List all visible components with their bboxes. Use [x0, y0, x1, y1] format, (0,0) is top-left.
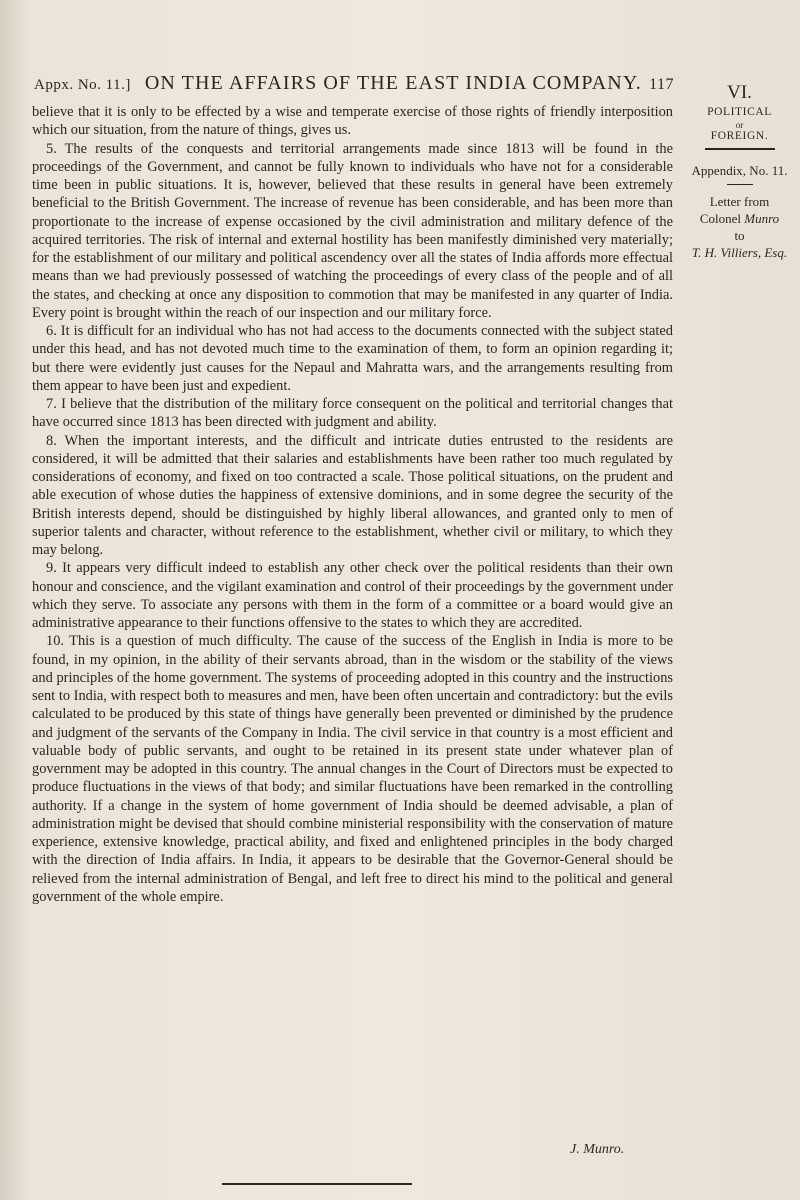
appendix-reference: Appx. No. 11.] [34, 77, 131, 93]
section-label-political: POLITICAL [707, 105, 772, 118]
paragraph-7: 7. I believe that the distribution of the military force consequent on the political and territorial changes that have occurred since 1813 has been directed with judgment and ability. [32, 396, 673, 431]
margin-sidenote [679, 82, 800, 261]
page-number: 117 [649, 76, 674, 93]
section-label-or: or [735, 119, 744, 130]
letter-author [679, 210, 800, 227]
paragraph-8: 8. When the important interests, and the difficult and intricate duties entrusted to the residents are considered, it will be admitted that their salaries and establishments have been rather too much regulated by considerations of economy, and fixed on too contracted a scale. Those political situations, on the prudent and able execution of whose duties the happiness of extensive dominions, and in some degree the security of the British interests depend, should be distinguished by highly liberal allowances, and granted only to men of superior talents and character, without reference to the establishment, whether civil or military, to which they may belong. [32, 432, 673, 558]
paragraph-9: 9. It appears very difficult indeed to establish any other check over the political residents than their own honour and conscience, and the vigilant examination and control of their proceedings by the government under which they serve. To associate any persons with them in the form of a committee or a board would give an administrative appearance to their functions offensive to the states to which they are accredited. [32, 560, 673, 631]
body-text [32, 103, 673, 906]
section-label-foreign: FOREIGN. [710, 130, 769, 143]
section-number: VI. [727, 82, 752, 103]
paragraph-6: 6. It is difficult for an individual who has not had access to the documents connected with the subject stated under this head, and has not devoted much time to the examination of them, to form an opinion regarding it; but there were evidently just causes for the Nepaul and Mahratta wars, and the arrangements resulting from them appear to have been just and expedient. [32, 323, 673, 394]
running-header [34, 72, 674, 95]
closing-rule [222, 1183, 412, 1185]
paragraph-5: 5. The results of the conquests and territorial arrangements made since 1813 will be found in the proceedings of the Government, and cannot be fully known to individuals who have not for a considerable time been in public situations. It is, however, believed that these results in general have been extremely beneficial to the British Government. The increase of revenue has been considerable, and has been more than proportionate to the increase of expense occasioned by the civil administration and military defence of the acquired territories. The risk of internal and external hostility has been manifestly diminished very materially; for the establishment of our military and political ascendency over all the states of India affords more effectual means than we had previously possessed of watching the proceedings of every class of the people and of all the states, and checking at once any disposition to commotion that may be manifested in any quarter of India. Every point is brought within the reach of our inspection and our military force. [32, 140, 673, 321]
author-name: Munro [744, 210, 780, 226]
page-title: ON THE AFFAIRS OF THE EAST INDIA COMPANY. [144, 72, 642, 94]
paragraph-4-continuation: believe that it is only to be effected by a wise and temperate exercise of those rights of friendly interposition which our situation, from the nature of things, gives us. [32, 104, 673, 139]
appendix-label: Appendix, No. 11. [691, 162, 788, 178]
paragraph-10: 10. This is a question of much difficulty. The cause of the success of the English in India is more to be found, in my opinion, in the ability of their servants abroad, than in the wisdom or the stability of the views and principles of the home government. The systems of proceeding adopted in this country and the instructions sent to India, with respect both to measures and men, have been often uncertain and contradictory: but the evils calculated to be produced by this state of things have generally been prevented or diminished by the prudence and judgment of the servants of the Company in India. The civil service in that country is a most efficient and valuable body of public servants, and ought to be retained in its present state under whatever plan of government may be adopted in this country. The annual changes in the Court of Directors must be expected to produce fluctuations in the views of that body; and similar fluctuations have been remarked in the controlling authority. If a change in the system of home government of India should be deemed advisable, a plan of administration might be devised that should combine ministerial responsibility with the conservation of mature experience, extensive knowledge, practical ability, and fixed and enlightened principles in the body charged with the direction of India affairs. In India, it appears to be desirable that the Governor-General should be relieved from the internal administration of Bengal, and left free to direct his mind to the political and general government of the whole empire. [32, 633, 673, 905]
letter-to-label: to [734, 227, 745, 243]
letter-from-label: Letter from [709, 193, 770, 209]
sidenote-short-divider [727, 184, 753, 185]
signature: J. Munro. [570, 1142, 625, 1157]
author-title: Colonel [699, 210, 741, 226]
sidenote-divider [705, 148, 775, 150]
letter-recipient: T. H. Villiers, Esq. [691, 244, 788, 260]
